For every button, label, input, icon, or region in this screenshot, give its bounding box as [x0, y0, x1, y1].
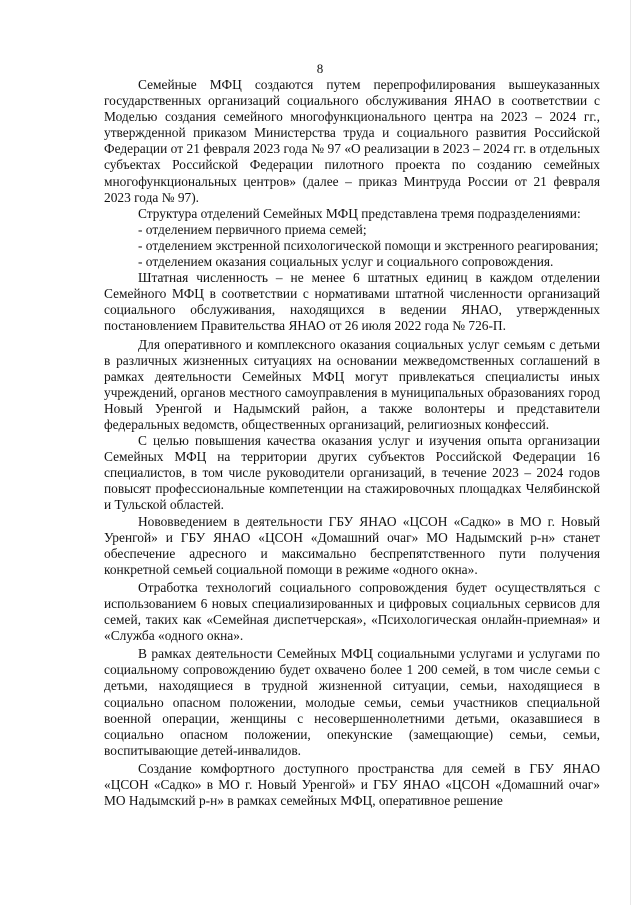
- page-number: 8: [316, 61, 324, 76]
- paragraph-digital-services: Отработка технологий социального сопровождения будет осуществляться с использованием 6 новых специализированных и цифровых социальных сервисов для семей, таких как «Семейная диспетчерская», «Психологическая онлайн-приемная» и «Служба «одного окна».: [104, 579, 600, 644]
- list-item-primary-reception: - отделением первичного приема семей;: [138, 221, 367, 237]
- paragraph-training: С целью повышения качества оказания услуг и изучения опыта организации Семейных МФЦ на территории других субъектов Российской Федерации 16 специалистов, в том числе руководители организаций, в течение 2023 – 2024 годов повысят профессиональные компетенции на стажировочных площадках Челябинской и Тульской областей.: [104, 433, 600, 513]
- paragraph-staffing: Штатная численность – не менее 6 штатных единиц в каждом отделении Семейного МФЦ в соответствии с нормативами штатной численности организаций социального обслуживания, находящихся в ведении ЯНАО, утвержденных постановлением Правительства ЯНАО от 26 июля 2022 года № 726-П.: [104, 270, 600, 334]
- paragraph-comfortable-space: Создание комфортного доступного пространства для семей в ГБУ ЯНАО «ЦСОН «Садко» в МО г. Новый Уренгой» и ГБУ ЯНАО «ЦСОН «Домашний очаг» МО Надымский р-н» в рамках семейных МФЦ, оперативное решение: [104, 760, 600, 809]
- paragraph-coverage: В рамках деятельности Семейных МФЦ социальными услугами и услугами по социальному сопровождению будет охвачено более 1 200 семей, в том числе семьи с детьми, находящиеся в трудной жизненной ситуации, семьи, находящиеся в социально опасном положении, молодые семьи, семьи участников специальной военной операции, женщины с несовершеннолетними детьми, оказавшиеся в социально опасном положении, опекунские (замещающие) семьи, семьи, воспитывающие детей-инвалидов.: [104, 646, 600, 758]
- list-item-emergency-help: - отделением экстренной психологической помощи и экстренного реагирования;: [138, 237, 599, 253]
- document-body: [104, 77, 600, 809]
- list-item-social-services: - отделением оказания социальных услуг и социального сопровождения.: [138, 254, 554, 270]
- paragraph-innovation: Нововведением в деятельности ГБУ ЯНАО «ЦСОН «Садко» в МО г. Новый Уренгой» и ГБУ ЯНАО «ЦСОН «Домашний очаг» МО Надымский р-н» станет обеспечение адресного и максимально беспрепятственного пути получения конкретной семьей социальной помощи в режиме «одного окна».: [104, 513, 600, 577]
- paragraph-family-mfc-creation: Семейные МФЦ создаются путем перепрофилирования вышеуказанных государственных организаций социального обслуживания ЯНАО в соответствии с Моделью создания семейного многофункционального центра на 2023 – 2024 гг., утвержденной приказом Министерства труда и социального развития Российской Федерации от 21 февраля 2023 года № 97 «О реализации в 2023 – 2024 гг. в отдельных субъектах Российской Федерации пилотного проекта по созданию семейных многофункциональных центров» (далее – приказ Минтруда России от 21 февраля 2023 года № 97).: [104, 77, 600, 205]
- paragraph-structure: Структура отделений Семейных МФЦ представлена тремя подразделениями:: [138, 205, 581, 221]
- page-edge-divider: [630, 0, 631, 905]
- paragraph-interagency: Для оперативного и комплексного оказания социальных услуг семьям с детьми в различных жизненных ситуациях на основании межведомственных соглашений в рамках деятельности Семейных МФЦ могут привлекаться специалисты иных учреждений, органов местного самоуправления в муниципальных образованиях город Новый Уренгой и Надымский район, а также волонтеры и представители федеральных ведомств, общественных организаций, религиозных конфессий.: [104, 336, 600, 432]
